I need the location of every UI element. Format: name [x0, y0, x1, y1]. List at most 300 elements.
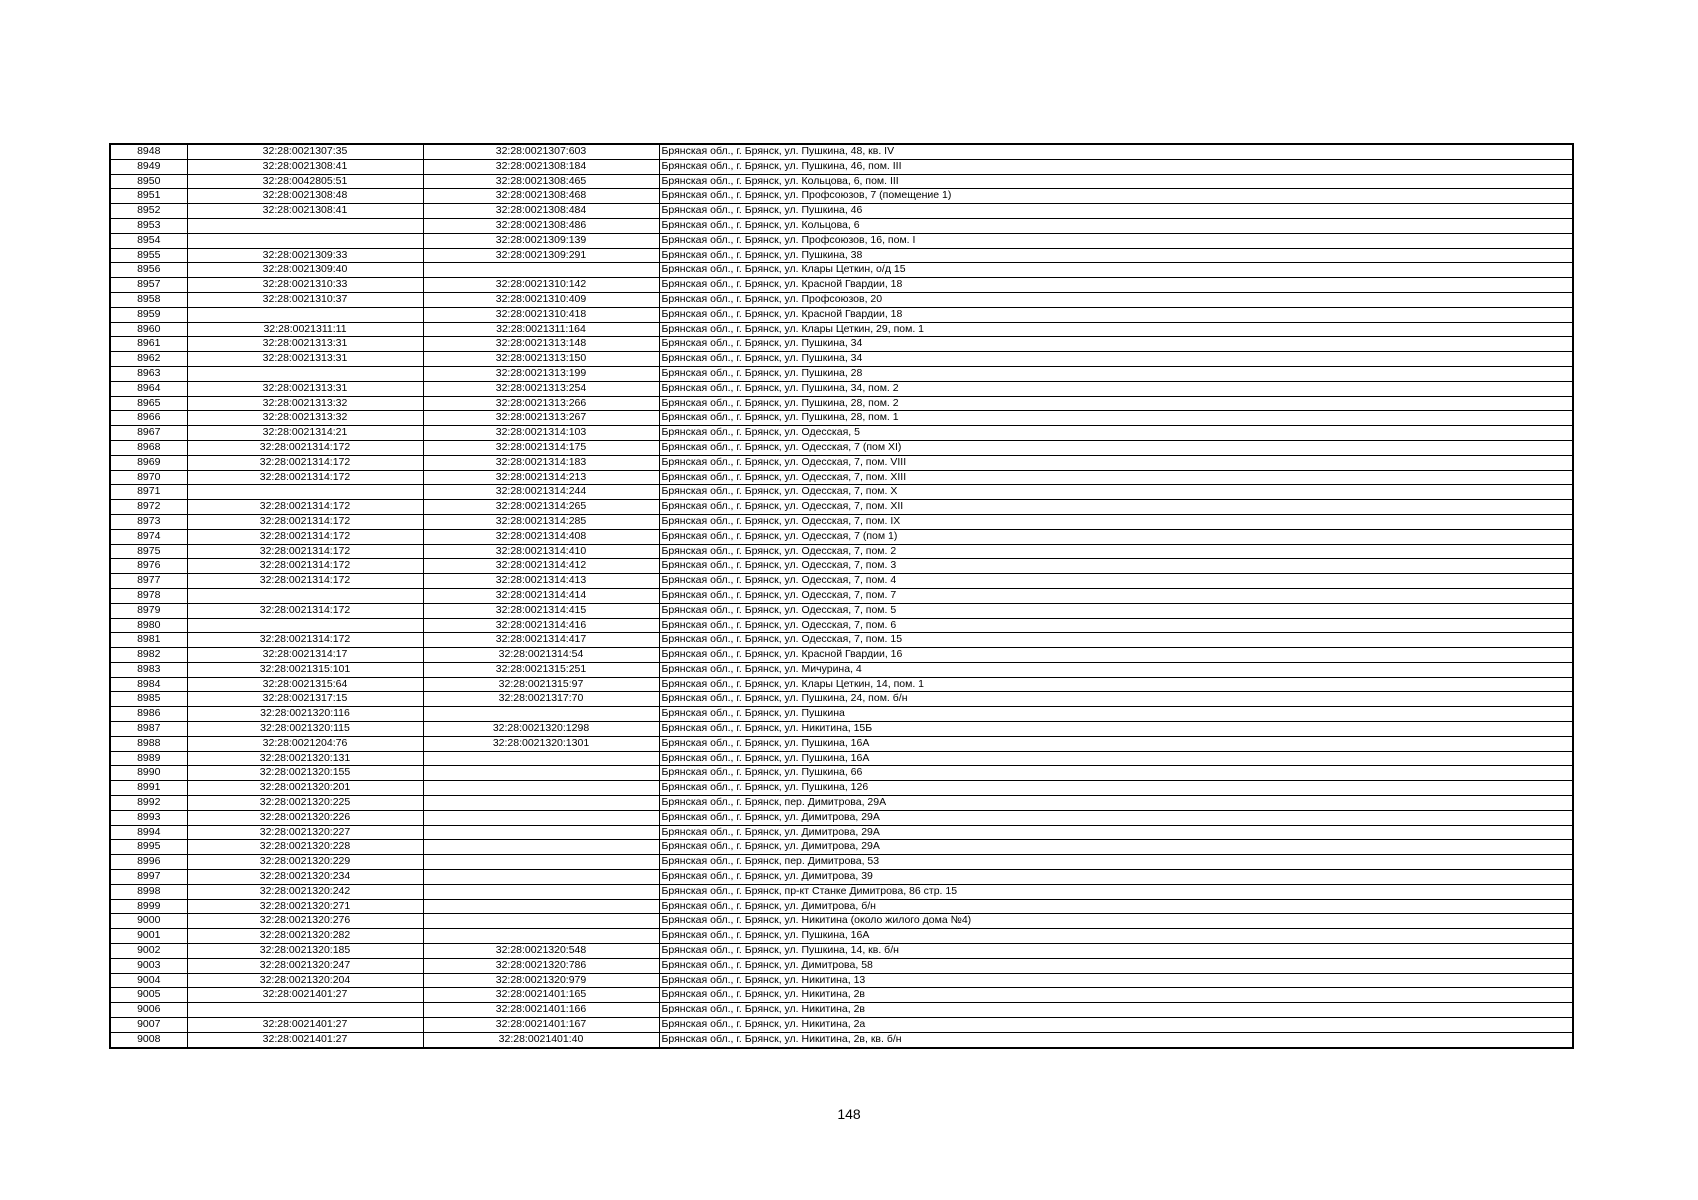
land-plot-number-cell: 32:28:0021320:227 — [187, 825, 423, 840]
object-number-cell: 32:28:0021314:213 — [423, 470, 659, 485]
address-cell: Брянская обл., г. Брянск, ул. Димитрова, 58 — [659, 958, 1573, 973]
table-row — [110, 174, 1573, 189]
row-number-cell: 8980 — [110, 618, 187, 633]
land-plot-number-cell: 32:28:0021310:33 — [187, 278, 423, 293]
table-row — [110, 884, 1573, 899]
land-plot-number-cell: 32:28:0021315:64 — [187, 677, 423, 692]
row-number-cell: 8974 — [110, 529, 187, 544]
table-row — [110, 322, 1573, 337]
object-number-cell: 32:28:0021314:183 — [423, 455, 659, 470]
row-number-cell: 8982 — [110, 648, 187, 663]
address-cell: Брянская обл., г. Брянск, ул. Пушкина, 34 — [659, 337, 1573, 352]
table-row — [110, 426, 1573, 441]
table-row — [110, 855, 1573, 870]
address-cell: Брянская обл., г. Брянск, ул. Одесская, 7, пом. X — [659, 485, 1573, 500]
land-plot-number-cell: 32:28:0021313:32 — [187, 411, 423, 426]
object-number-cell — [423, 929, 659, 944]
table-row — [110, 366, 1573, 381]
address-cell: Брянская обл., г. Брянск, ул. Красной Гвардии, 18 — [659, 278, 1573, 293]
land-plot-number-cell: 32:28:0021314:17 — [187, 648, 423, 663]
land-plot-number-cell: 32:28:0021317:15 — [187, 692, 423, 707]
address-cell: Брянская обл., г. Брянск, ул. Пушкина, 34 — [659, 352, 1573, 367]
row-number-cell: 8966 — [110, 411, 187, 426]
object-number-cell: 32:28:0021313:199 — [423, 366, 659, 381]
land-plot-number-cell: 32:28:0021314:172 — [187, 470, 423, 485]
object-number-cell: 32:28:0021310:409 — [423, 292, 659, 307]
object-number-cell: 32:28:0021314:410 — [423, 544, 659, 559]
object-number-cell: 32:28:0021313:150 — [423, 352, 659, 367]
table-row — [110, 381, 1573, 396]
land-plot-number-cell: 32:28:0021320:271 — [187, 899, 423, 914]
land-plot-number-cell: 32:28:0021401:27 — [187, 1032, 423, 1047]
row-number-cell: 8984 — [110, 677, 187, 692]
address-cell: Брянская обл., г. Брянск, ул. Димитрова, 39 — [659, 870, 1573, 885]
row-number-cell: 8971 — [110, 485, 187, 500]
row-number-cell: 8992 — [110, 796, 187, 811]
row-number-cell: 8975 — [110, 544, 187, 559]
object-number-cell — [423, 870, 659, 885]
land-plot-number-cell: 32:28:0021314:172 — [187, 574, 423, 589]
address-cell: Брянская обл., г. Брянск, ул. Пушкина, 126 — [659, 781, 1573, 796]
table-row — [110, 588, 1573, 603]
table-row — [110, 307, 1573, 322]
land-plot-number-cell: 32:28:0021401:27 — [187, 988, 423, 1003]
object-number-cell: 32:28:0021315:97 — [423, 677, 659, 692]
row-number-cell: 8997 — [110, 870, 187, 885]
table-row — [110, 1018, 1573, 1033]
table-row — [110, 692, 1573, 707]
object-number-cell: 32:28:0021320:1301 — [423, 736, 659, 751]
land-plot-number-cell: 32:28:0021204:76 — [187, 736, 423, 751]
land-plot-number-cell — [187, 307, 423, 322]
table-row — [110, 1003, 1573, 1018]
land-plot-number-cell: 32:28:0021320:226 — [187, 810, 423, 825]
object-number-cell: 32:28:0021314:103 — [423, 426, 659, 441]
row-number-cell: 8964 — [110, 381, 187, 396]
table-row — [110, 722, 1573, 737]
table-row — [110, 500, 1573, 515]
object-number-cell: 32:28:0021320:979 — [423, 973, 659, 988]
row-number-cell: 8954 — [110, 233, 187, 248]
object-number-cell: 32:28:0021308:184 — [423, 159, 659, 174]
address-cell: Брянская обл., г. Брянск, ул. Пушкина, 16А — [659, 751, 1573, 766]
row-number-cell: 8978 — [110, 588, 187, 603]
land-plot-number-cell: 32:28:0021314:172 — [187, 529, 423, 544]
land-plot-number-cell: 32:28:0042805:51 — [187, 174, 423, 189]
address-cell: Брянская обл., г. Брянск, ул. Красной Гвардии, 18 — [659, 307, 1573, 322]
address-cell: Брянская обл., г. Брянск, ул. Клары Цеткин, о/д 15 — [659, 263, 1573, 278]
row-number-cell: 9000 — [110, 914, 187, 929]
land-plot-number-cell: 32:28:0021320:116 — [187, 707, 423, 722]
object-number-cell: 32:28:0021401:167 — [423, 1018, 659, 1033]
address-cell: Брянская обл., г. Брянск, ул. Пушкина — [659, 707, 1573, 722]
table-row — [110, 218, 1573, 233]
address-cell: Брянская обл., г. Брянск, ул. Пушкина, 14, кв. б/н — [659, 944, 1573, 959]
land-plot-number-cell — [187, 366, 423, 381]
row-number-cell: 8951 — [110, 189, 187, 204]
table-row — [110, 292, 1573, 307]
object-number-cell: 32:28:0021313:266 — [423, 396, 659, 411]
row-number-cell: 8993 — [110, 810, 187, 825]
land-plot-number-cell — [187, 588, 423, 603]
object-number-cell: 32:28:0021314:285 — [423, 514, 659, 529]
address-cell: Брянская обл., г. Брянск, ул. Пушкина, 16А — [659, 736, 1573, 751]
address-cell: Брянская обл., г. Брянск, пр-кт Станке Димитрова, 86 стр. 15 — [659, 884, 1573, 899]
land-plot-number-cell: 32:28:0021313:31 — [187, 337, 423, 352]
row-number-cell: 8996 — [110, 855, 187, 870]
land-plot-number-cell: 32:28:0021314:21 — [187, 426, 423, 441]
object-number-cell: 32:28:0021401:165 — [423, 988, 659, 1003]
object-number-cell — [423, 810, 659, 825]
table-row — [110, 662, 1573, 677]
row-number-cell: 8983 — [110, 662, 187, 677]
object-number-cell: 32:28:0021314:414 — [423, 588, 659, 603]
address-cell: Брянская обл., г. Брянск, ул. Никитина, 13 — [659, 973, 1573, 988]
row-number-cell: 8988 — [110, 736, 187, 751]
land-plot-number-cell: 32:28:0021308:41 — [187, 204, 423, 219]
object-number-cell — [423, 840, 659, 855]
object-number-cell: 32:28:0021320:548 — [423, 944, 659, 959]
land-plot-number-cell: 32:28:0021320:155 — [187, 766, 423, 781]
address-cell: Брянская обл., г. Брянск, ул. Одесская, 7, пом. 3 — [659, 559, 1573, 574]
table-row — [110, 899, 1573, 914]
row-number-cell: 8990 — [110, 766, 187, 781]
address-cell: Брянская обл., г. Брянск, ул. Пушкина, 46, пом. III — [659, 159, 1573, 174]
row-number-cell: 8949 — [110, 159, 187, 174]
table-row — [110, 248, 1573, 263]
row-number-cell: 8950 — [110, 174, 187, 189]
row-number-cell: 9001 — [110, 929, 187, 944]
table-row — [110, 1032, 1573, 1047]
object-number-cell: 32:28:0021307:603 — [423, 144, 659, 159]
row-number-cell: 8987 — [110, 722, 187, 737]
address-cell: Брянская обл., г. Брянск, ул. Одесская, 7, пом. 5 — [659, 603, 1573, 618]
address-cell: Брянская обл., г. Брянск, ул. Одесская, 7, пом. 6 — [659, 618, 1573, 633]
address-cell: Брянская обл., г. Брянск, ул. Никитина, 2а — [659, 1018, 1573, 1033]
object-number-cell: 32:28:0021314:413 — [423, 574, 659, 589]
table-row — [110, 455, 1573, 470]
table-row — [110, 751, 1573, 766]
address-cell: Брянская обл., г. Брянск, ул. Пушкина, 66 — [659, 766, 1573, 781]
land-plot-number-cell: 32:28:0021320:201 — [187, 781, 423, 796]
object-number-cell: 32:28:0021313:267 — [423, 411, 659, 426]
table-row — [110, 840, 1573, 855]
object-number-cell: 32:28:0021314:408 — [423, 529, 659, 544]
row-number-cell: 8977 — [110, 574, 187, 589]
address-cell: Брянская обл., г. Брянск, ул. Одесская, 7 (пом 1) — [659, 529, 1573, 544]
object-number-cell — [423, 884, 659, 899]
land-plot-number-cell: 32:28:0021320:247 — [187, 958, 423, 973]
table-row — [110, 825, 1573, 840]
table-row — [110, 204, 1573, 219]
table-row — [110, 144, 1573, 159]
object-number-cell — [423, 796, 659, 811]
row-number-cell: 8958 — [110, 292, 187, 307]
land-plot-number-cell: 32:28:0021314:172 — [187, 455, 423, 470]
row-number-cell: 9006 — [110, 1003, 187, 1018]
address-cell: Брянская обл., г. Брянск, ул. Пушкина, 38 — [659, 248, 1573, 263]
row-number-cell: 8986 — [110, 707, 187, 722]
address-cell: Брянская обл., г. Брянск, ул. Красной Гвардии, 16 — [659, 648, 1573, 663]
land-plot-number-cell: 32:28:0021320:228 — [187, 840, 423, 855]
land-plot-number-cell: 32:28:0021315:101 — [187, 662, 423, 677]
land-plot-number-cell: 32:28:0021310:37 — [187, 292, 423, 307]
address-cell: Брянская обл., г. Брянск, ул. Одесская, 7 (пом XI) — [659, 440, 1573, 455]
row-number-cell: 9007 — [110, 1018, 187, 1033]
address-cell: Брянская обл., г. Брянск, ул. Димитрова, 29А — [659, 810, 1573, 825]
object-number-cell: 32:28:0021308:465 — [423, 174, 659, 189]
table-row — [110, 870, 1573, 885]
object-number-cell — [423, 855, 659, 870]
land-plot-number-cell — [187, 233, 423, 248]
table-row — [110, 278, 1573, 293]
page-number: 148 — [837, 1106, 861, 1122]
land-plot-number-cell: 32:28:0021320:204 — [187, 973, 423, 988]
row-number-cell: 8963 — [110, 366, 187, 381]
object-number-cell: 32:28:0021314:415 — [423, 603, 659, 618]
address-cell: Брянская обл., г. Брянск, ул. Пушкина, 34, пом. 2 — [659, 381, 1573, 396]
cadastral-table — [109, 143, 1574, 1049]
address-cell: Брянская обл., г. Брянск, ул. Пушкина, 48, кв. IV — [659, 144, 1573, 159]
row-number-cell: 8956 — [110, 263, 187, 278]
row-number-cell: 8989 — [110, 751, 187, 766]
object-number-cell: 32:28:0021314:244 — [423, 485, 659, 500]
land-plot-number-cell: 32:28:0021308:41 — [187, 159, 423, 174]
address-cell: Брянская обл., г. Брянск, ул. Никитина, 2в — [659, 1003, 1573, 1018]
land-plot-number-cell: 32:28:0021314:172 — [187, 633, 423, 648]
object-number-cell: 32:28:0021314:416 — [423, 618, 659, 633]
land-plot-number-cell: 32:28:0021320:131 — [187, 751, 423, 766]
row-number-cell: 9005 — [110, 988, 187, 1003]
object-number-cell: 32:28:0021315:251 — [423, 662, 659, 677]
address-cell: Брянская обл., г. Брянск, ул. Никитина, 15Б — [659, 722, 1573, 737]
land-plot-number-cell: 32:28:0021311:11 — [187, 322, 423, 337]
object-number-cell: 32:28:0021311:164 — [423, 322, 659, 337]
land-plot-number-cell: 32:28:0021314:172 — [187, 500, 423, 515]
land-plot-number-cell: 32:28:0021313:31 — [187, 352, 423, 367]
table-body — [110, 144, 1573, 1048]
table-row — [110, 781, 1573, 796]
object-number-cell — [423, 707, 659, 722]
object-number-cell: 32:28:0021309:291 — [423, 248, 659, 263]
address-cell: Брянская обл., г. Брянск, ул. Никитина (около жилого дома №4) — [659, 914, 1573, 929]
row-number-cell: 8952 — [110, 204, 187, 219]
object-number-cell — [423, 914, 659, 929]
table-row — [110, 337, 1573, 352]
address-cell: Брянская обл., г. Брянск, пер. Димитрова, 29А — [659, 796, 1573, 811]
table-row — [110, 529, 1573, 544]
object-number-cell: 32:28:0021308:486 — [423, 218, 659, 233]
table-row — [110, 544, 1573, 559]
object-number-cell: 32:28:0021320:786 — [423, 958, 659, 973]
row-number-cell: 8960 — [110, 322, 187, 337]
row-number-cell: 8985 — [110, 692, 187, 707]
land-plot-number-cell: 32:28:0021307:35 — [187, 144, 423, 159]
object-number-cell: 32:28:0021309:139 — [423, 233, 659, 248]
address-cell: Брянская обл., г. Брянск, ул. Одесская, 7, пом. 4 — [659, 574, 1573, 589]
row-number-cell: 8969 — [110, 455, 187, 470]
object-number-cell: 32:28:0021320:1298 — [423, 722, 659, 737]
table-row — [110, 988, 1573, 1003]
land-plot-number-cell: 32:28:0021314:172 — [187, 440, 423, 455]
table-row — [110, 618, 1573, 633]
object-number-cell: 32:28:0021310:418 — [423, 307, 659, 322]
object-number-cell: 32:28:0021314:175 — [423, 440, 659, 455]
table-row — [110, 707, 1573, 722]
row-number-cell: 8981 — [110, 633, 187, 648]
object-number-cell: 32:28:0021308:484 — [423, 204, 659, 219]
row-number-cell: 8948 — [110, 144, 187, 159]
address-cell: Брянская обл., г. Брянск, ул. Димитрова, 29А — [659, 825, 1573, 840]
table-row — [110, 810, 1573, 825]
row-number-cell: 9003 — [110, 958, 187, 973]
object-number-cell: 32:28:0021401:40 — [423, 1032, 659, 1047]
row-number-cell: 8976 — [110, 559, 187, 574]
row-number-cell: 8962 — [110, 352, 187, 367]
object-number-cell: 32:28:0021314:412 — [423, 559, 659, 574]
address-cell: Брянская обл., г. Брянск, ул. Никитина, 2в, кв. б/н — [659, 1032, 1573, 1047]
table-row — [110, 396, 1573, 411]
object-number-cell: 32:28:0021401:166 — [423, 1003, 659, 1018]
address-cell: Брянская обл., г. Брянск, ул. Одесская, 7, пом. XII — [659, 500, 1573, 515]
table-row — [110, 603, 1573, 618]
land-plot-number-cell: 32:28:0021314:172 — [187, 559, 423, 574]
address-cell: Брянская обл., г. Брянск, ул. Кольцова, 6 — [659, 218, 1573, 233]
address-cell: Брянская обл., г. Брянск, ул. Профсоюзов, 7 (помещение 1) — [659, 189, 1573, 204]
table-row — [110, 411, 1573, 426]
land-plot-number-cell: 32:28:0021320:225 — [187, 796, 423, 811]
object-number-cell: 32:28:0021314:54 — [423, 648, 659, 663]
table-row — [110, 944, 1573, 959]
row-number-cell: 8968 — [110, 440, 187, 455]
address-cell: Брянская обл., г. Брянск, ул. Мичурина, 4 — [659, 662, 1573, 677]
table-row — [110, 352, 1573, 367]
row-number-cell: 8991 — [110, 781, 187, 796]
land-plot-number-cell: 32:28:0021314:172 — [187, 603, 423, 618]
table-row — [110, 159, 1573, 174]
row-number-cell: 9002 — [110, 944, 187, 959]
row-number-cell: 8953 — [110, 218, 187, 233]
address-cell: Брянская обл., г. Брянск, ул. Пушкина, 46 — [659, 204, 1573, 219]
object-number-cell — [423, 766, 659, 781]
land-plot-number-cell: 32:28:0021313:31 — [187, 381, 423, 396]
table-row — [110, 514, 1573, 529]
table-row — [110, 485, 1573, 500]
land-plot-number-cell: 32:28:0021320:234 — [187, 870, 423, 885]
row-number-cell: 8994 — [110, 825, 187, 840]
table-row — [110, 440, 1573, 455]
row-number-cell: 8961 — [110, 337, 187, 352]
land-plot-number-cell — [187, 218, 423, 233]
address-cell: Брянская обл., г. Брянск, ул. Одесская, 7, пом. IX — [659, 514, 1573, 529]
table-row — [110, 958, 1573, 973]
land-plot-number-cell — [187, 1003, 423, 1018]
land-plot-number-cell: 32:28:0021320:229 — [187, 855, 423, 870]
table-row — [110, 233, 1573, 248]
row-number-cell: 8972 — [110, 500, 187, 515]
object-number-cell: 32:28:0021313:148 — [423, 337, 659, 352]
object-number-cell — [423, 781, 659, 796]
row-number-cell: 9004 — [110, 973, 187, 988]
land-plot-number-cell: 32:28:0021314:172 — [187, 514, 423, 529]
land-plot-number-cell — [187, 485, 423, 500]
address-cell: Брянская обл., г. Брянск, ул. Пушкина, 28, пом. 1 — [659, 411, 1573, 426]
table-row — [110, 574, 1573, 589]
land-plot-number-cell: 32:28:0021320:115 — [187, 722, 423, 737]
row-number-cell: 9008 — [110, 1032, 187, 1047]
land-plot-number-cell: 32:28:0021401:27 — [187, 1018, 423, 1033]
address-cell: Брянская обл., г. Брянск, ул. Пушкина, 28 — [659, 366, 1573, 381]
land-plot-number-cell: 32:28:0021309:40 — [187, 263, 423, 278]
address-cell: Брянская обл., г. Брянск, ул. Клары Цеткин, 29, пом. 1 — [659, 322, 1573, 337]
address-cell: Брянская обл., г. Брянск, ул. Клары Цеткин, 14, пом. 1 — [659, 677, 1573, 692]
address-cell: Брянская обл., г. Брянск, ул. Одесская, 5 — [659, 426, 1573, 441]
object-number-cell — [423, 825, 659, 840]
address-cell: Брянская обл., г. Брянск, ул. Димитрова, 29А — [659, 840, 1573, 855]
table-row — [110, 914, 1573, 929]
row-number-cell: 8957 — [110, 278, 187, 293]
object-number-cell: 32:28:0021308:468 — [423, 189, 659, 204]
object-number-cell: 32:28:0021317:70 — [423, 692, 659, 707]
object-number-cell — [423, 899, 659, 914]
table-row — [110, 559, 1573, 574]
object-number-cell — [423, 751, 659, 766]
table-row — [110, 648, 1573, 663]
land-plot-number-cell: 32:28:0021320:282 — [187, 929, 423, 944]
address-cell: Брянская обл., г. Брянск, ул. Одесская, 7, пом. 7 — [659, 588, 1573, 603]
row-number-cell: 8955 — [110, 248, 187, 263]
address-cell: Брянская обл., г. Брянск, ул. Профсоюзов, 16, пом. I — [659, 233, 1573, 248]
address-cell: Брянская обл., г. Брянск, ул. Одесская, 7, пом. 2 — [659, 544, 1573, 559]
address-cell: Брянская обл., г. Брянск, пер. Димитрова, 53 — [659, 855, 1573, 870]
object-number-cell: 32:28:0021314:265 — [423, 500, 659, 515]
address-cell: Брянская обл., г. Брянск, ул. Одесская, 7, пом. XIII — [659, 470, 1573, 485]
object-number-cell: 32:28:0021310:142 — [423, 278, 659, 293]
table-row — [110, 736, 1573, 751]
land-plot-number-cell: 32:28:0021313:32 — [187, 396, 423, 411]
address-cell: Брянская обл., г. Брянск, ул. Пушкина, 16А — [659, 929, 1573, 944]
table-row — [110, 973, 1573, 988]
table-row — [110, 633, 1573, 648]
row-number-cell: 8998 — [110, 884, 187, 899]
land-plot-number-cell: 32:28:0021309:33 — [187, 248, 423, 263]
land-plot-number-cell: 32:28:0021314:172 — [187, 544, 423, 559]
row-number-cell: 8979 — [110, 603, 187, 618]
object-number-cell: 32:28:0021313:254 — [423, 381, 659, 396]
row-number-cell: 8970 — [110, 470, 187, 485]
table-row — [110, 929, 1573, 944]
address-cell: Брянская обл., г. Брянск, ул. Димитрова, б/н — [659, 899, 1573, 914]
table-row — [110, 796, 1573, 811]
address-cell: Брянская обл., г. Брянск, ул. Пушкина, 28, пом. 2 — [659, 396, 1573, 411]
table-row — [110, 263, 1573, 278]
address-cell: Брянская обл., г. Брянск, ул. Никитина, 2в — [659, 988, 1573, 1003]
row-number-cell: 8999 — [110, 899, 187, 914]
address-cell: Брянская обл., г. Брянск, ул. Одесская, 7, пом. 15 — [659, 633, 1573, 648]
row-number-cell: 8965 — [110, 396, 187, 411]
address-cell: Брянская обл., г. Брянск, ул. Пушкина, 24, пом. б/н — [659, 692, 1573, 707]
table-row — [110, 766, 1573, 781]
object-number-cell: 32:28:0021314:417 — [423, 633, 659, 648]
object-number-cell — [423, 263, 659, 278]
row-number-cell: 8995 — [110, 840, 187, 855]
land-plot-number-cell: 32:28:0021320:185 — [187, 944, 423, 959]
row-number-cell: 8973 — [110, 514, 187, 529]
row-number-cell: 8967 — [110, 426, 187, 441]
land-plot-number-cell: 32:28:0021320:276 — [187, 914, 423, 929]
table-row — [110, 677, 1573, 692]
land-plot-number-cell: 32:28:0021320:242 — [187, 884, 423, 899]
